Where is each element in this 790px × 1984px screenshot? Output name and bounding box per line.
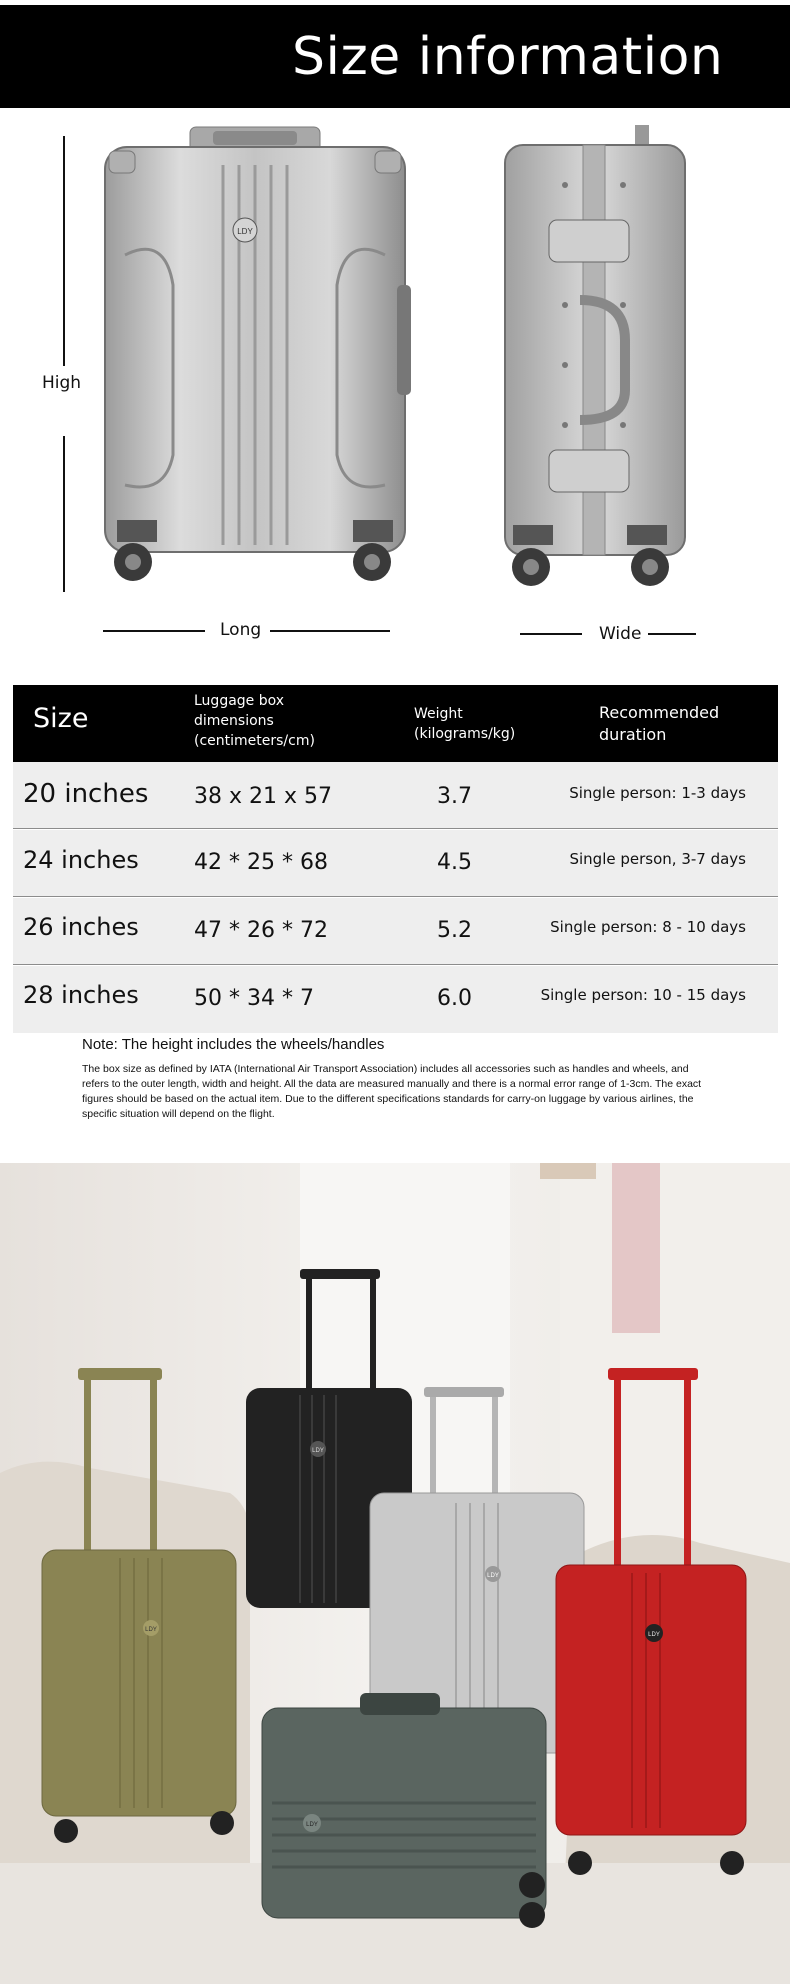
row-duration: Single person: 1-3 days [569, 784, 746, 802]
table-row [13, 966, 778, 1033]
suitcase-front-image [95, 125, 435, 605]
row-weight: 4.5 [437, 850, 472, 875]
logo-front: LDY [237, 227, 253, 236]
header-dimensions: Luggage box dimensions (centimeters/cm) [194, 693, 315, 749]
height-line-bottom [63, 436, 65, 592]
wide-line-right [648, 633, 696, 635]
label-high: High [42, 373, 82, 393]
row-dimensions: 42 * 25 * 68 [194, 850, 328, 875]
label-long: Long [220, 620, 262, 640]
note-body: The box size as defined by IATA (International Air Transport Association) includes all accessories such as handles and wheels, and refers to the outer length, width and height. All the data are measured manually and there is a normal error range of 1-3cm. The exact figures should be based on the actual item. Due to the different specifications standards for carry-on luggage by various airlines, the specific situation will depend on the flight. [82, 1063, 702, 1120]
row-weight: 6.0 [437, 986, 472, 1011]
row-duration: Single person: 10 - 15 days [540, 986, 746, 1004]
label-wide: Wide [599, 624, 642, 644]
height-line-top [63, 136, 65, 366]
table-row [13, 898, 778, 965]
size-table-header [13, 685, 778, 762]
table-row [13, 830, 778, 897]
header-size: Size [33, 703, 89, 734]
row-size: 28 inches [23, 981, 139, 1009]
header-banner [0, 5, 790, 108]
header-weight: Weight (kilograms/kg) [414, 706, 516, 742]
row-duration: Single person: 8 - 10 days [550, 918, 746, 936]
table-row [13, 762, 778, 829]
row-weight: 3.7 [437, 784, 472, 809]
row-dimensions: 38 x 21 x 57 [194, 784, 332, 809]
logo-green: LDY [306, 1822, 318, 1828]
luggage-group-image [0, 1163, 790, 1984]
row-weight: 5.2 [437, 918, 472, 943]
page-title: Size information [292, 27, 724, 87]
long-line-left [103, 630, 205, 632]
long-line-right [270, 630, 390, 632]
logo-gold: LDY [145, 1627, 157, 1633]
lifestyle-photo [0, 1163, 790, 1984]
row-dimensions: 47 * 26 * 72 [194, 918, 328, 943]
logo-silver: LDY [487, 1573, 499, 1579]
row-duration: Single person, 3-7 days [569, 850, 746, 868]
row-size: 26 inches [23, 913, 139, 941]
note-title: Note: The height includes the wheels/handles [82, 1036, 385, 1053]
suitcase-side-image [495, 125, 695, 605]
row-size: 20 inches [23, 779, 149, 809]
logo-black: LDY [312, 1448, 324, 1454]
row-dimensions: 50 * 34 * 7 [194, 986, 314, 1011]
logo-red: LDY [648, 1632, 660, 1638]
wide-line-left [520, 633, 582, 635]
header-duration: Recommended duration [599, 703, 720, 744]
row-size: 24 inches [23, 846, 139, 874]
